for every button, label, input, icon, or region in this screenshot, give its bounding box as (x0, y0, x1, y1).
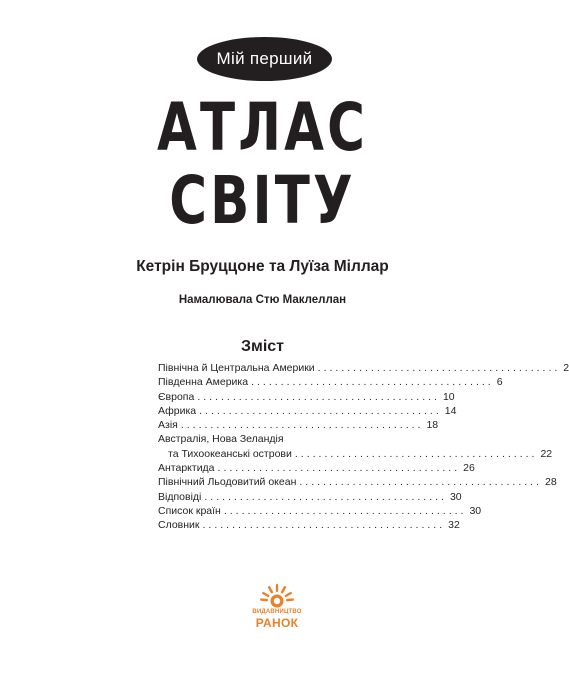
toc-entry: та Тихоокеанські острови ......................................... 22 (168, 447, 553, 460)
series-badge (197, 37, 332, 81)
toc-leader-dots: ......................................... (199, 404, 442, 417)
toc-leader-dots: ......................................... (204, 490, 447, 503)
toc-leader-dots: ......................................... (294, 447, 538, 460)
toc-entry: Північна й Центральна Америки ......................................... 2 (158, 362, 569, 374)
publisher-name: РАНОК (255, 616, 299, 630)
toc-leader-dots: ......................................... (202, 519, 446, 532)
publisher-label: ВИДАВНИЦТВО (252, 609, 302, 615)
illustrator-credit: Намалювала Стю Маклеллан (178, 294, 347, 306)
book-title-line-1: АТЛАС (157, 89, 368, 166)
toc-leader-dots: ......................................... (217, 462, 461, 475)
toc-entry: Список країн ......................................... 30 (158, 504, 482, 517)
toc-entry: Південна Америка ......................................... 6 (158, 376, 503, 389)
toc-leader-dots: ......................................... (251, 376, 494, 389)
toc-entry: Антарктида ......................................... 26 (158, 462, 475, 475)
toc-entry: Європа ......................................... 10 (158, 390, 455, 403)
toc-entry: Північний Льодовитий океан ......................................... 28 (158, 476, 557, 489)
toc-entry-first-line: Австралія, Нова Зеландія (158, 433, 284, 446)
authors: Кетрін Бруццоне та Луїза Міллар (136, 258, 389, 275)
book-title-line-2: СВІТУ (169, 162, 356, 239)
toc-entry: Азія ......................................... 18 (158, 419, 439, 432)
toc-leader-dots: ......................................... (317, 362, 561, 374)
toc-entry: Словник ......................................... 32 (158, 519, 460, 532)
toc-heading: Зміст (240, 338, 285, 355)
sun-icon (254, 583, 300, 611)
toc-leader-dots: ......................................... (180, 419, 424, 432)
toc-leader-dots: ......................................... (197, 390, 440, 403)
table-of-contents (158, 361, 569, 533)
toc-entry: Африка ......................................... 14 (158, 404, 457, 417)
toc-leader-dots: ......................................... (299, 476, 542, 489)
publisher-logo (254, 583, 300, 633)
toc-entry: Відповіді ......................................... 30 (158, 490, 462, 503)
toc-leader-dots: ......................................... (223, 504, 467, 517)
series-badge-text: Мій перший (216, 49, 313, 68)
